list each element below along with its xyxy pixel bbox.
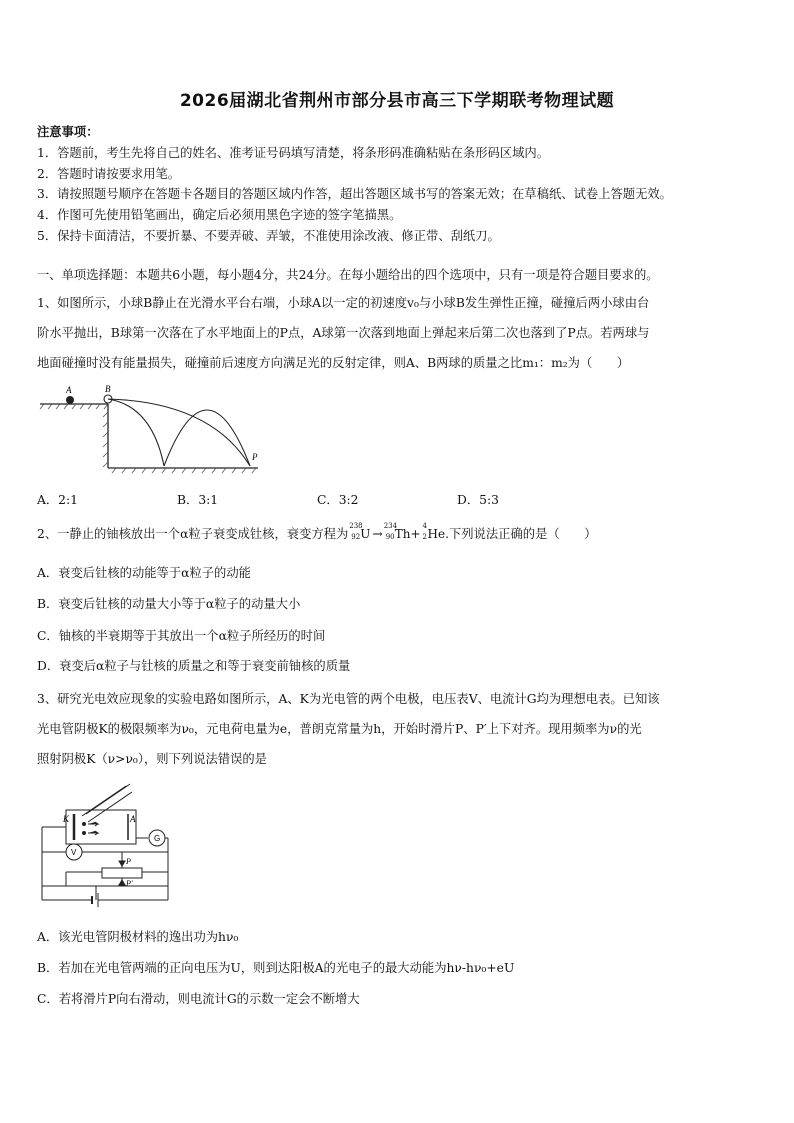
- q2-stem-pre: 2、一静止的铀核放出一个α粒子衰变成钍核，衰变方程为: [37, 527, 349, 541]
- label-a: A: [66, 385, 72, 395]
- trajectory-a-bounce: [164, 410, 250, 466]
- label-p-prime: P′: [126, 879, 133, 888]
- rheostat: [102, 868, 142, 878]
- th-symbol: Th+: [394, 527, 421, 541]
- label-g: G: [154, 834, 161, 843]
- thorium-nuclide: [383, 522, 421, 541]
- notice-item: 1．答题前，考生先将自己的姓名、准考证号码填写清楚，将条形码准确粘贴在条形码区域内。: [37, 146, 549, 160]
- ball-a: [66, 396, 74, 404]
- q2-stem-post: .下列说法正确的是（ ）: [445, 527, 597, 541]
- arrow: →: [372, 527, 383, 541]
- uranium-nuclide: [349, 522, 371, 541]
- phototube: [66, 810, 136, 844]
- label-p: P: [252, 452, 258, 462]
- label-v: V: [71, 848, 77, 857]
- q3-circuit-figure: [36, 780, 176, 910]
- notice-item: 2．答题时请按要求用笔。: [37, 167, 181, 181]
- trajectory-a-first: [108, 399, 164, 466]
- th-num: 90: [385, 533, 395, 541]
- notice-item: 5．保持卡面清洁，不要折暴、不要弄破、弄皱，不准使用涂改液、修正带、刮纸刀。: [37, 229, 500, 243]
- he-mass: 4: [422, 522, 427, 530]
- label-a: A: [130, 814, 136, 824]
- th-mass: 234: [383, 522, 398, 530]
- q1-option: B．3:1: [177, 493, 219, 507]
- q2-option: A．衰变后钍核的动能等于α粒子的动能: [37, 566, 251, 580]
- q2-option: D．衰变后α粒子与钍核的质量之和等于衰变前铀核的质量: [37, 659, 351, 673]
- q3-option: A．该光电管阴极材料的逸出功为hν₀: [37, 930, 239, 944]
- u-mass: 238: [349, 522, 363, 530]
- q1-options: [37, 490, 597, 508]
- q2-option: B．衰变后钍核的动量大小等于α粒子的动量大小: [37, 597, 301, 611]
- label-p: P: [126, 857, 131, 866]
- q3-stem-line: 照射阴极K（ν>ν₀），则下列说法错误的是: [37, 752, 267, 766]
- q1-stem-line: 阶水平抛出，B球第一次落在了水平地面上的P点，A球第一次落到地面上弹起来后第二次也落到了P点。若两球与: [37, 326, 650, 340]
- section-heading: 一、单项选择题：本题共6小题，每小题4分，共24分。在每小题给出的四个选项中，只有一项是符合题目要求的。: [37, 268, 659, 282]
- q2-stem: [37, 524, 597, 542]
- q1-option: D．5:3: [457, 493, 499, 507]
- notice-item: 4．作图可先使用铅笔画出，确定后必须用黑色字迹的签字笔描黑。: [37, 208, 402, 222]
- u-symbol: U: [360, 527, 371, 541]
- trajectory-b: [108, 399, 250, 466]
- he-num: 2: [422, 533, 427, 541]
- notice-item: 3．请按照题号顺序在答题卡各题目的答题区域内作答，超出答题区域书写的答案无效；在草稿纸、试卷上答题无效。: [37, 187, 672, 201]
- u-num: 92: [351, 533, 361, 541]
- notice-heading: 注意事项：: [37, 124, 99, 139]
- label-b: B: [105, 384, 111, 394]
- q3-stem-line: 3、研究光电效应现象的实验电路如图所示，A、K为光电管的两个电极，电压表V、电流计G均为理想电表。已知该: [37, 692, 660, 706]
- label-k: K: [63, 814, 70, 824]
- q1-figure: [36, 384, 266, 476]
- q3-option: B．若加在光电管两端的正向电压为U，则到达阳极A的光电子的最大动能为hν-hν₀+eU: [37, 961, 515, 975]
- he-symbol: He: [427, 527, 446, 541]
- q2-option: C．铀核的半衰期等于其放出一个α粒子所经历的时间: [37, 629, 326, 643]
- q1-stem-line: 地面碰撞时没有能量损失，碰撞前后速度方向满足光的反射定律，则A、B两球的质量之比m₁：m₂为（ ）: [37, 356, 630, 370]
- q1-stem-line: 1、如图所示，小球B静止在光滑水平台右端，小球A以一定的初速度v₀与小球B发生弹性正撞，碰撞后两小球由台: [37, 296, 650, 310]
- q3-stem-line: 光电管阴极K的极限频率为ν₀，元电荷电量为e，普朗克常量为h，开始时滑片P、P′上下对齐。现用频率为ν的光: [37, 722, 642, 736]
- q3-option: C．若将滑片P向右滑动，则电流计G的示数一定会不断增大: [37, 992, 360, 1006]
- q1-option: C．3:2: [317, 493, 359, 507]
- helium-nuclide: [422, 522, 446, 541]
- q1-option: A．2:1: [37, 493, 78, 507]
- page-title: 2026届湖北省荆州市部分县市高三下学期联考物理试题: [179, 91, 615, 111]
